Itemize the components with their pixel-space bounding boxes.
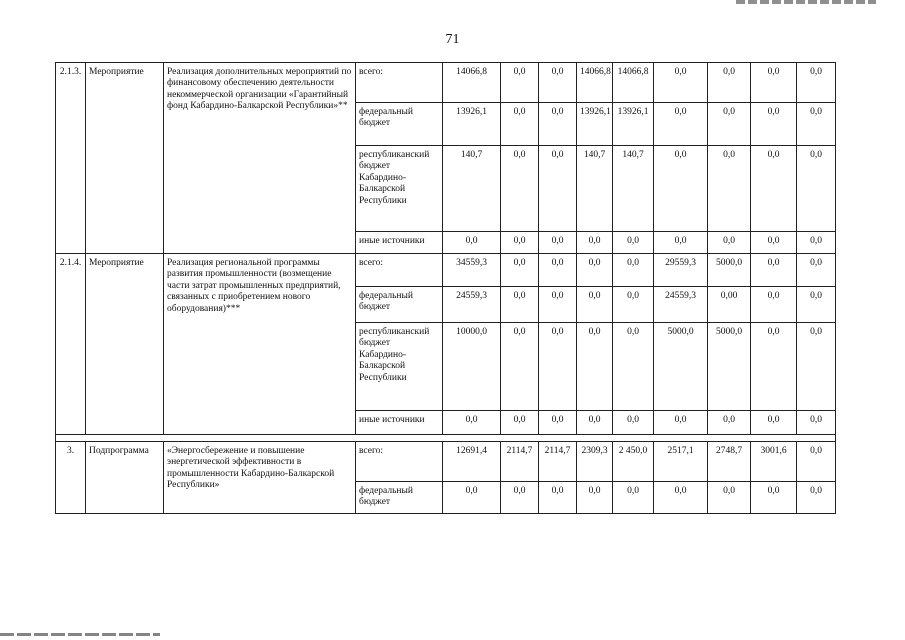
- value-cell: 0,0: [654, 103, 708, 146]
- value-cell: 0,0: [797, 323, 836, 411]
- value-cell: 0,0: [443, 232, 501, 254]
- value-cell: 2517,1: [654, 442, 708, 482]
- table-row: [56, 442, 836, 482]
- value-cell: 0,0: [654, 146, 708, 232]
- value-cell: 0,0: [708, 482, 751, 514]
- value-cell: 0,0: [539, 146, 577, 232]
- row-kind: Мероприятие: [86, 254, 164, 435]
- value-cell: 0,00: [708, 287, 751, 323]
- value-cell: 0,0: [654, 63, 708, 103]
- row-kind: Мероприятие: [86, 63, 164, 254]
- row-kind: Подпрограмма: [86, 442, 164, 514]
- value-cell: 0,0: [577, 482, 613, 514]
- value-cell: 0,0: [501, 482, 539, 514]
- value-cell: 0,0: [654, 232, 708, 254]
- value-cell: 0,0: [613, 482, 654, 514]
- source-republic: республиканский бюджет Кабардино-Балкарской Республики: [356, 323, 443, 411]
- value-cell: 14066,8: [577, 63, 613, 103]
- value-cell: 0,0: [613, 232, 654, 254]
- value-cell: 0,0: [797, 411, 836, 435]
- value-cell: 0,0: [708, 146, 751, 232]
- value-cell: 12691,4: [443, 442, 501, 482]
- value-cell: 0,0: [751, 232, 797, 254]
- value-cell: 5000,0: [654, 323, 708, 411]
- value-cell: 14066,8: [443, 63, 501, 103]
- source-federal: федеральный бюджет: [356, 287, 443, 323]
- row-description: Реализация дополнительных мероприятий по финансовому обеспечению деятельности некоммерческой организации «Гарантийный фонд Кабардино-Балкарской Республики»**: [164, 63, 356, 254]
- value-cell: 0,0: [751, 287, 797, 323]
- source-republic: республиканский бюджет Кабардино-Балкарской Республики: [356, 146, 443, 232]
- value-cell: 0,0: [751, 482, 797, 514]
- value-cell: 0,0: [539, 254, 577, 287]
- row-description: «Энергосбережение и повышение энергетической эффективности в промышленности Кабардино-Балкарской Республики»: [164, 442, 356, 514]
- value-cell: 0,0: [654, 482, 708, 514]
- value-cell: 0,0: [751, 146, 797, 232]
- spacer-cell: [56, 435, 836, 442]
- value-cell: 29559,3: [654, 254, 708, 287]
- value-cell: 0,0: [708, 103, 751, 146]
- value-cell: 0,0: [751, 254, 797, 287]
- value-cell: 0,0: [501, 254, 539, 287]
- value-cell: 0,0: [539, 287, 577, 323]
- value-cell: 0,0: [797, 63, 836, 103]
- row-number: 2.1.3.: [56, 63, 86, 254]
- value-cell: 0,0: [708, 232, 751, 254]
- value-cell: 3001,6: [751, 442, 797, 482]
- value-cell: 24559,3: [654, 287, 708, 323]
- source-federal: федеральный бюджет: [356, 103, 443, 146]
- value-cell: 10000,0: [443, 323, 501, 411]
- value-cell: 0,0: [539, 411, 577, 435]
- value-cell: 0,0: [501, 287, 539, 323]
- source-total: всего:: [356, 63, 443, 103]
- value-cell: 0,0: [613, 323, 654, 411]
- value-cell: 0,0: [501, 103, 539, 146]
- value-cell: 0,0: [708, 411, 751, 435]
- value-cell: 2114,7: [501, 442, 539, 482]
- value-cell: 2 450,0: [613, 442, 654, 482]
- value-cell: 0,0: [443, 482, 501, 514]
- value-cell: 0,0: [577, 232, 613, 254]
- value-cell: 0,0: [708, 63, 751, 103]
- program-table: [55, 62, 836, 514]
- value-cell: 0,0: [613, 411, 654, 435]
- value-cell: 0,0: [797, 146, 836, 232]
- row-number: 3.: [56, 442, 86, 514]
- value-cell: 0,0: [797, 442, 836, 482]
- value-cell: 0,0: [577, 287, 613, 323]
- value-cell: 0,0: [751, 63, 797, 103]
- value-cell: 34559,3: [443, 254, 501, 287]
- row-number: 2.1.4.: [56, 254, 86, 435]
- value-cell: 140,7: [443, 146, 501, 232]
- source-federal: федеральный бюджет: [356, 482, 443, 514]
- table-row: [56, 63, 836, 103]
- value-cell: 140,7: [577, 146, 613, 232]
- value-cell: 0,0: [797, 482, 836, 514]
- value-cell: 0,0: [501, 323, 539, 411]
- page-number: 71: [445, 32, 460, 47]
- value-cell: 0,0: [613, 254, 654, 287]
- value-cell: 0,0: [797, 254, 836, 287]
- source-total: всего:: [356, 442, 443, 482]
- value-cell: 24559,3: [443, 287, 501, 323]
- value-cell: 0,0: [577, 411, 613, 435]
- value-cell: 0,0: [751, 323, 797, 411]
- value-cell: 0,0: [539, 323, 577, 411]
- table-row: [56, 254, 836, 287]
- value-cell: 5000,0: [708, 254, 751, 287]
- value-cell: 14066,8: [613, 63, 654, 103]
- value-cell: 0,0: [797, 287, 836, 323]
- value-cell: 0,0: [501, 411, 539, 435]
- value-cell: 0,0: [539, 103, 577, 146]
- row-description: Реализация региональной программы развития промышленности (возмещение части затрат промышленных предприятий, связанных с приобретением нового оборудования)***: [164, 254, 356, 435]
- value-cell: 13926,1: [613, 103, 654, 146]
- value-cell: 0,0: [539, 482, 577, 514]
- value-cell: 0,0: [577, 323, 613, 411]
- value-cell: 0,0: [797, 103, 836, 146]
- value-cell: 0,0: [654, 411, 708, 435]
- value-cell: 0,0: [613, 287, 654, 323]
- value-cell: 0,0: [797, 232, 836, 254]
- value-cell: 2748,7: [708, 442, 751, 482]
- value-cell: 0,0: [501, 146, 539, 232]
- source-other: иные источники: [356, 411, 443, 435]
- value-cell: 0,0: [501, 63, 539, 103]
- value-cell: 0,0: [501, 232, 539, 254]
- value-cell: 0,0: [539, 232, 577, 254]
- value-cell: 0,0: [751, 103, 797, 146]
- value-cell: 0,0: [539, 63, 577, 103]
- value-cell: 0,0: [443, 411, 501, 435]
- value-cell: 13926,1: [577, 103, 613, 146]
- value-cell: 0,0: [751, 411, 797, 435]
- scan-artifact-top: [736, 0, 876, 4]
- value-cell: 13926,1: [443, 103, 501, 146]
- value-cell: 5000,0: [708, 323, 751, 411]
- source-total: всего:: [356, 254, 443, 287]
- value-cell: 2309,3: [577, 442, 613, 482]
- table-spacer: [56, 435, 836, 442]
- source-other: иные источники: [356, 232, 443, 254]
- value-cell: 0,0: [577, 254, 613, 287]
- value-cell: 2114,7: [539, 442, 577, 482]
- scan-artifact-bottom: [0, 633, 160, 636]
- value-cell: 140,7: [613, 146, 654, 232]
